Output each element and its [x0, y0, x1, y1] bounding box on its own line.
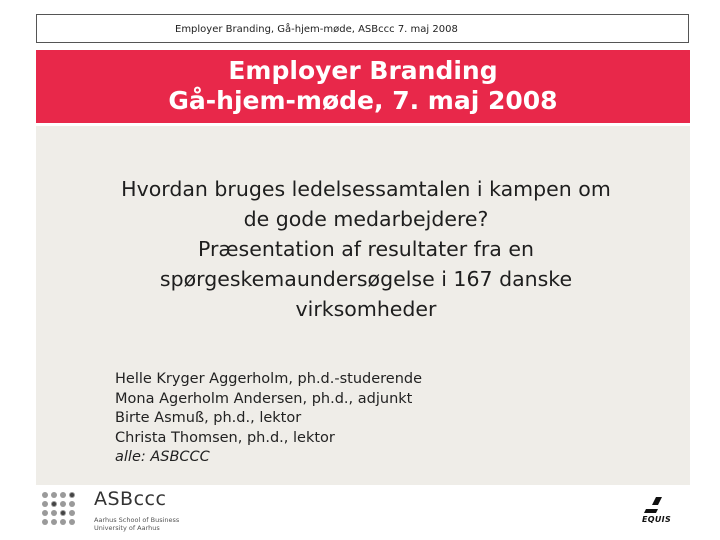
- affiliation-note: alle: ASBCCC: [115, 449, 210, 465]
- content-panel: [36, 126, 690, 485]
- author-item: Christa Thomsen, ph.d., lektor: [115, 429, 335, 446]
- logo-subtitle-line: University of Aarhus: [94, 524, 160, 532]
- logo-subtitle-line: Aarhus School of Business: [94, 516, 180, 524]
- question-line: Hvordan bruges ledelsessamtalen i kampen om: [121, 177, 611, 201]
- author-item: Birte Asmuß, ph.d., lektor: [115, 410, 302, 426]
- logo-subtitle: [94, 516, 179, 532]
- running-header: [36, 14, 689, 43]
- logo-name: ASBccc: [94, 488, 167, 510]
- asbccc-logo: [40, 490, 190, 530]
- slide-subtitle: Gå-hjem-møde, 7. maj 2008: [168, 86, 558, 115]
- equis-mark-icon: [636, 495, 684, 517]
- presentation-line: virksomheder: [295, 297, 437, 321]
- slide-title: Employer Branding: [228, 56, 498, 85]
- presentation-line: spørgeskemaundersøgelse i 167 danske: [159, 267, 573, 291]
- running-header-text: Employer Branding, Gå-hjem-møde, ASBccc 7. maj 2008: [175, 24, 458, 35]
- presentation-line: Præsentation af resultater fra en: [197, 237, 534, 261]
- author-item: Mona Agerholm Andersen, ph.d., adjunkt: [115, 390, 413, 407]
- question-line: de gode medarbejdere?: [243, 207, 489, 231]
- author-list: [115, 370, 422, 468]
- main-question: [76, 174, 656, 324]
- equis-label: EQUIS: [642, 515, 671, 524]
- dot-grid-icon: [40, 490, 88, 530]
- equis-logo: [636, 495, 684, 531]
- author-item: Helle Kryger Aggerholm, ph.d.-studerende: [115, 371, 423, 387]
- title-band: [36, 50, 690, 123]
